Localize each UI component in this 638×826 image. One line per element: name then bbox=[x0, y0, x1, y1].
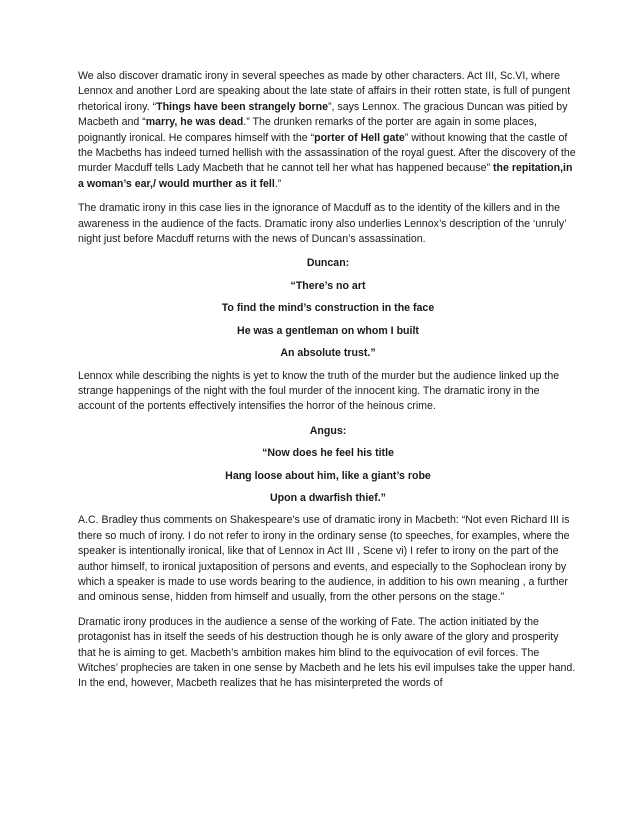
quote-line: He was a gentleman on whom I built bbox=[237, 324, 419, 337]
paragraph-text: .” bbox=[274, 177, 282, 190]
paragraph-text: ” without knowing that the castle of the Macbeths has indeed turned hellish with the assassination of the royal guest. After the discovery of the murder Macduff tells Lady Macbeth that he cannot tell her what has happened because” bbox=[78, 131, 576, 175]
bold-quote: Things have been strangely borne bbox=[156, 100, 329, 113]
quote-line: An absolute trust.” bbox=[280, 347, 376, 360]
quote-block-duncan bbox=[78, 256, 578, 361]
quote-line: “Now does he feel his title bbox=[262, 447, 394, 460]
paragraph-ignorance-of-macduff: The dramatic irony in this case lies in the ignorance of Macduff as to the identity of the killers and in the awareness in the audience of the facts. Dramatic irony also underlies Lennox’s description of the ‘unruly’ night just before Macduff returns with the news of Duncan’s assassination. bbox=[78, 202, 567, 246]
quote-line: Upon a dwarfish thief.” bbox=[270, 491, 386, 504]
paragraph-sense-of-fate: Dramatic irony produces in the audience a sense of the working of Fate. The action initiated by the protagonist has in itself the seeds of his destruction though he is only aware of the glory and prosperity that he is aiming to get. Macbeth’s ambition makes him blind to the equivocation of evil forces. The Witches’ prophecies are taken in one sense by Macbeth and he lets his evil impulses take the upper hand. In the end, however, Macbeth realizes that he has misinterpreted the words of bbox=[78, 615, 576, 690]
quote-speaker: Angus: bbox=[309, 424, 347, 437]
bold-quote: the repitation,in a woman’s ear,/ would murther as it fell bbox=[78, 162, 573, 190]
quote-block-angus bbox=[78, 424, 578, 507]
bold-quote: marry, he was dead bbox=[145, 116, 244, 129]
bold-quote: porter of Hell gate bbox=[314, 131, 405, 144]
paragraph-lennox-describing-nights: Lennox while describing the nights is yet to know the truth of the murder but the audience linked up the strange happenings of the night with the foul murder of the innocent king. The dramatic irony in the account of the portents effectively intensifies the horror of the heinous crime. bbox=[78, 369, 560, 413]
quote-speaker: Duncan: bbox=[306, 257, 350, 270]
paragraph-dramatic-irony-speeches bbox=[78, 69, 578, 192]
paragraph-bradley-comment: A.C. Bradley thus comments on Shakespeare’s use of dramatic irony in Macbeth: “Not even Richard III is there so much of irony. I do not refer to irony in the ordinary sense (to speeches, for examples, where the speaker is intentionally ironical, like that of Lennox in Act III , Scene vi) I refer to irony on the part of the author himself, to ironical juxtaposition of persons and events, and especially to the Sophoclean irony by which a speaker is made to use words bearing to the audience, in addition to his own meaning , a further and ominous sense, hidden from himself and usually, from the other persons on the stage.” bbox=[78, 514, 570, 604]
quote-line: “There’s no art bbox=[290, 279, 366, 292]
paragraph-text: ”, says Lennox. The gracious Duncan was pitied by Macbeth and “ bbox=[78, 100, 568, 129]
quote-line: To find the mind’s construction in the face bbox=[221, 302, 435, 315]
quote-line: Hang loose about him, like a giant’s robe bbox=[225, 469, 431, 482]
paragraph-text: We also discover dramatic irony in several speeches as made by other characters. Act III, Sc.VI, where Lennox and another Lord are speaking about the late state of affairs in their rotten state, is full of pungent rhetorical irony. “ bbox=[78, 70, 571, 113]
paragraph-text: .” The drunken remarks of the porter are again in some places, poignantly ironical. He compares himself with the “ bbox=[78, 116, 537, 144]
